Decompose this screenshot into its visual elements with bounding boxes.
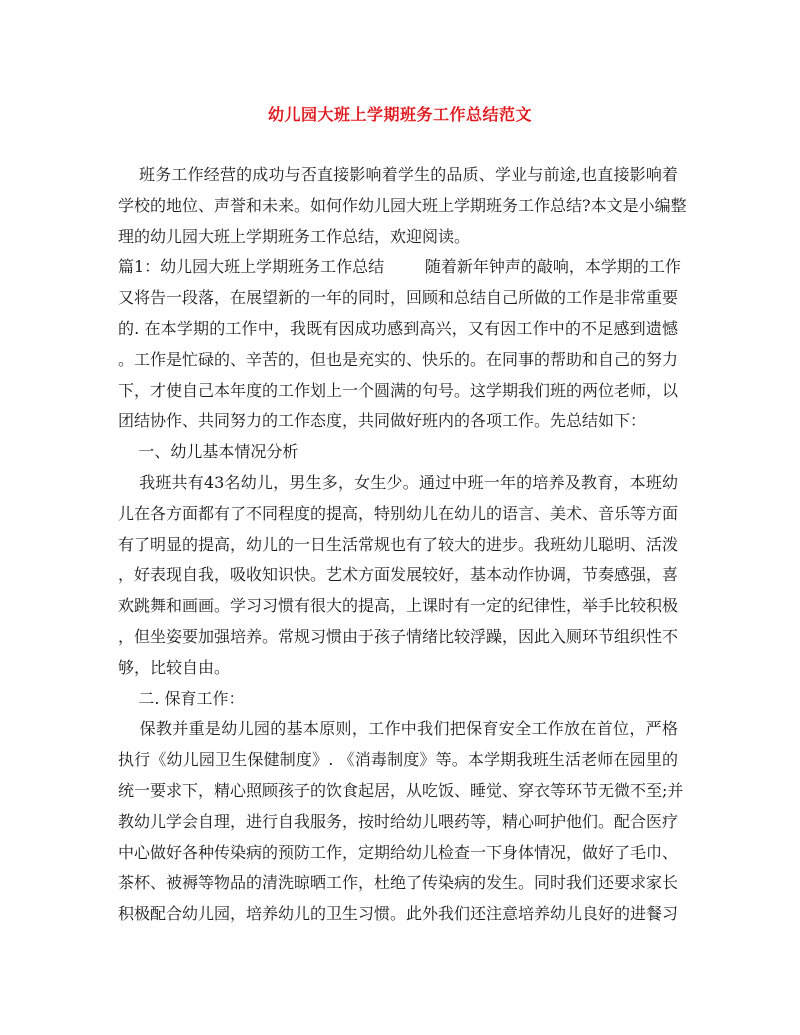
document-title: 幼儿园大班上学期班务工作总结范文 bbox=[267, 105, 532, 124]
paragraph-line: 下，才使自己本年度的工作划上一个圆满的句号。这学期我们班的两位老师，以 bbox=[118, 380, 679, 400]
paragraph-line: 二. 保育工作： bbox=[118, 688, 245, 708]
paragraph-line: 保教并重是幼儿园的基本原则，工作中我们把保育安全工作放在首位，严格 bbox=[118, 719, 678, 739]
paragraph-line: 班务工作经营的成功与否直接影响着学生的品质、学业与前途,也直接影响着 bbox=[118, 165, 678, 184]
paragraph-line: 的. 在本学期的工作中，我既有因成功感到高兴，又有因工作中的不足感到遗憾 bbox=[118, 318, 678, 338]
paragraph-line: 儿在各方面都有了不同程度的提高，特别幼儿在幼儿的语言、美术、音乐等方面 bbox=[118, 503, 679, 523]
paragraph-line: 积极配合幼儿园，培养幼儿的卫生习惯。此外我们还注意培养幼儿良好的进餐习 bbox=[118, 904, 679, 924]
document-body bbox=[118, 160, 687, 930]
paragraph-line: 欢跳舞和画画。学习习惯有很大的提高，上课时有一定的纪律性，举手比较积极 bbox=[118, 596, 679, 616]
paragraph-line: ，但坐姿要加强培养。常规习惯由于孩子情绪比较浮躁，因此入厕环节组织性不 bbox=[118, 626, 679, 646]
paragraph-line: 统一要求下，精心照顾孩子的饮食起居，从吃饭、睡觉、穿衣等环节无微不至;并 bbox=[118, 780, 684, 800]
paragraph-line: 又将告一段落，在展望新的一年的同时，回顾和总结自己所做的工作是非常重要 bbox=[118, 288, 679, 308]
paragraph-line: 。工作是忙碌的、辛苦的，但也是充实的、快乐的。在同事的帮助和自己的努力 bbox=[118, 349, 679, 369]
paragraph-line: 中心做好各种传染病的预防工作，定期给幼儿检查一下身体情况，做好了毛巾、 bbox=[118, 842, 679, 862]
paragraph-line: 执行《幼儿园卫生保健制度》. 《消毒制度》等。本学期我班生活老师在园里的 bbox=[118, 750, 678, 770]
paragraph-line: 茶杯、被褥等物品的清洗晾晒工作，杜绝了传染病的发生。同时我们还要求家长 bbox=[118, 873, 679, 893]
paragraph-line: 一、幼儿基本情况分析 bbox=[118, 442, 299, 462]
paragraph-line: 有了明显的提高，幼儿的一日生活常规也有了较大的进步。我班幼儿聪明、活泼 bbox=[118, 534, 679, 554]
paragraph-line: 篇1：幼儿园大班上学期班务工作总结 随着新年钟声的敲响，本学期的工作 bbox=[118, 257, 681, 277]
paragraph-line: ，好表现自我，吸收知识快。艺术方面发展较好，基本动作协调，节奏感强，喜 bbox=[118, 565, 679, 585]
paragraph-line: 理的幼儿园大班上学期班务工作总结，欢迎阅读。 bbox=[118, 226, 471, 246]
paragraph-line: 我班共有43名幼儿，男生多，女生少。通过中班一年的培养及教育，本班幼 bbox=[118, 472, 678, 492]
paragraph-line: 团结协作、共同努力的工作态度，共同做好班内的各项工作。先总结如下： bbox=[118, 411, 647, 431]
paragraph-line: 够，比较自由。 bbox=[118, 657, 231, 677]
paragraph-line: 教幼儿学会自理，进行自我服务，按时给幼儿喂药等，精心呵护他们。配合医疗 bbox=[118, 811, 679, 831]
paragraph-line: 学校的地位、声誉和未来。如何作幼儿园大班上学期班务工作总结?本文是小编整 bbox=[118, 195, 687, 215]
